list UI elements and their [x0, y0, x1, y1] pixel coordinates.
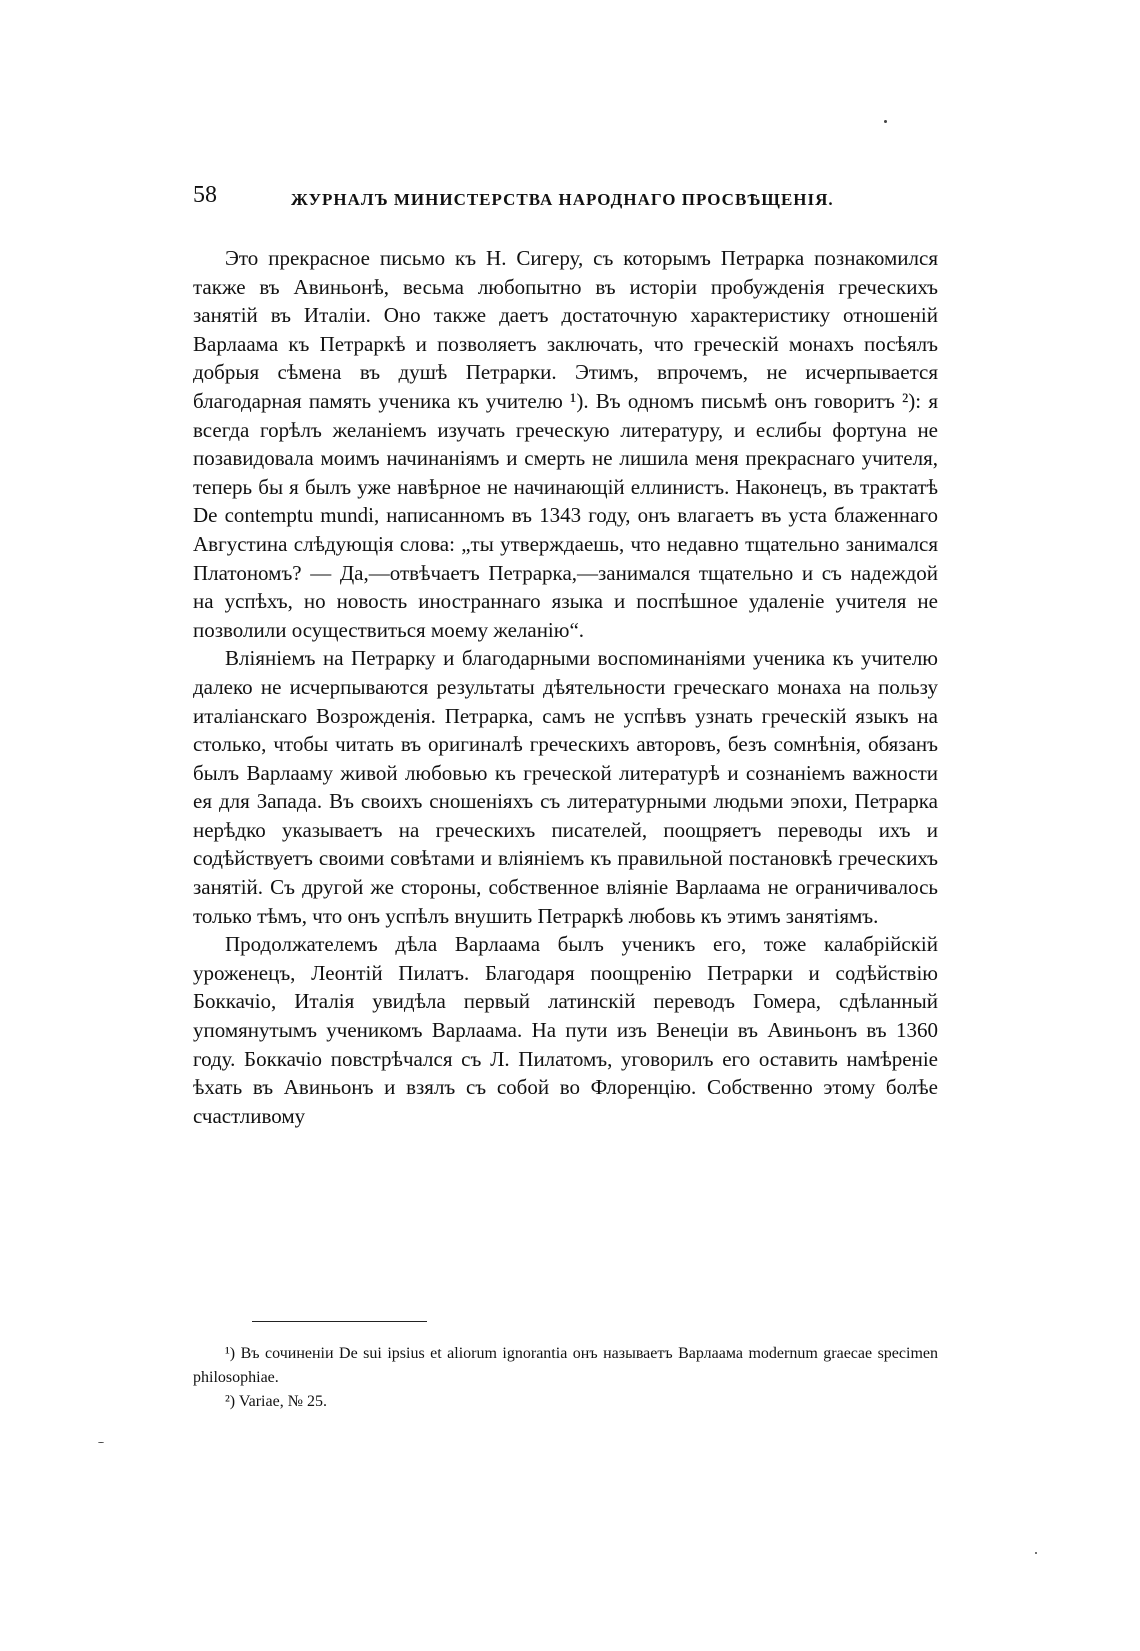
footnote: ²) Variae, № 25.: [225, 1393, 327, 1410]
paragraph: Это прекрасное письмо къ Н. Сигеру, съ которымъ Петрарка познакомился также въ Авиньонѣ, весьма любопытно въ исторіи пробужденія греческихъ занятій въ Италіи. Оно также даетъ достаточную характеристику отношеній Варлаама къ Петраркѣ и позволяетъ заключать, что греческій монахъ посѣялъ добрыя сѣмена въ душѣ Петрарки. Этимъ, впрочемъ, не исчерпывается благодарная память ученика къ учителю ¹). Въ одномъ письмѣ онъ говоритъ ²): я всегда горѣлъ желаніемъ изучать греческую литературу, и еслибы фортуна не позавидовала моимъ начинаніямъ и смерть не лишила меня прекраснаго учителя, теперь бы я былъ уже навѣрное не начинающій еллинистъ. Наконецъ, въ трактатѣ De contemptu mundi, написанномъ въ 1343 году, онъ влагаетъ въ уста блаженнаго Августина слѣдующія слова: „ты утверждаешь, что недавно тщательно занимался Платономъ? — Да,—отвѣчаетъ Петрарка,—занимался тщательно и съ надеждой на успѣхъ, но новость иностраннаго языка и поспѣшное удаленіе учителя не позволили осуществиться моему желанію“.: [193, 246, 938, 642]
footnote-divider: [252, 1321, 427, 1322]
paragraph: Вліяніемъ на Петрарку и благодарными воспоминаніями ученика къ учителю далеко не исчерпываются результаты дѣятельности греческаго монаха на пользу италіанскаго Возрожденія. Петрарка, самъ не успѣвъ узнать греческій языкъ на столько, чтобы читать въ оригиналѣ греческихъ авторовъ, безъ сомнѣнія, обязанъ былъ Варлааму живой любовью къ греческой литературѣ и сознаніемъ важности ея для Запада. Въ своихъ сношеніяхъ съ литературными людьми эпохи, Петрарка нерѣдко указываетъ на греческихъ писателей, поощряетъ переводы ихъ и содѣйствуетъ своими совѣтами и вліяніемъ къ правильной постановкѣ греческихъ занятій. Съ другой же стороны, собственное вліяніе Варлаама не ограничивалось только тѣмъ, что онъ успѣлъ внушить Петраркѣ любовь къ этимъ занятіямъ.: [193, 646, 938, 928]
footnotes: [193, 1342, 938, 1414]
scan-speck: [1035, 1552, 1037, 1554]
journal-title: ЖУРНАЛЪ МИНИСТЕРСТВА НАРОДНАГО ПРОСВѢЩЕНІЯ.: [291, 190, 834, 209]
page-number: 58: [193, 182, 217, 208]
main-text: [193, 244, 938, 1130]
footnote: ¹) Въ сочиненіи De sui ipsius et aliorum ignorantia онъ называетъ Варлаама modernum graecae specimen philosophiae.: [193, 1345, 938, 1386]
scan-speck: [98, 1442, 104, 1443]
scan-speck: [884, 120, 887, 123]
paragraph: Продолжателемъ дѣла Варлаама былъ ученикъ его, тоже калабрійскій уроженецъ, Леонтій Пилатъ. Благодаря поощренію Петрарки и содѣйствію Боккачіо, Италія увидѣла первый латинскій переводъ Гомера, сдѣланный упомянутымъ ученикомъ Варлаама. На пути изъ Венеціи въ Авиньонъ въ 1360 году. Боккачіо повстрѣчался съ Л. Пилатомъ, уговорилъ его оставить намѣреніе ѣхать въ Авиньонъ и взялъ съ собой во Флоренцію. Собственно этому болѣе счастливому: [193, 932, 938, 1128]
running-head: [193, 182, 943, 218]
